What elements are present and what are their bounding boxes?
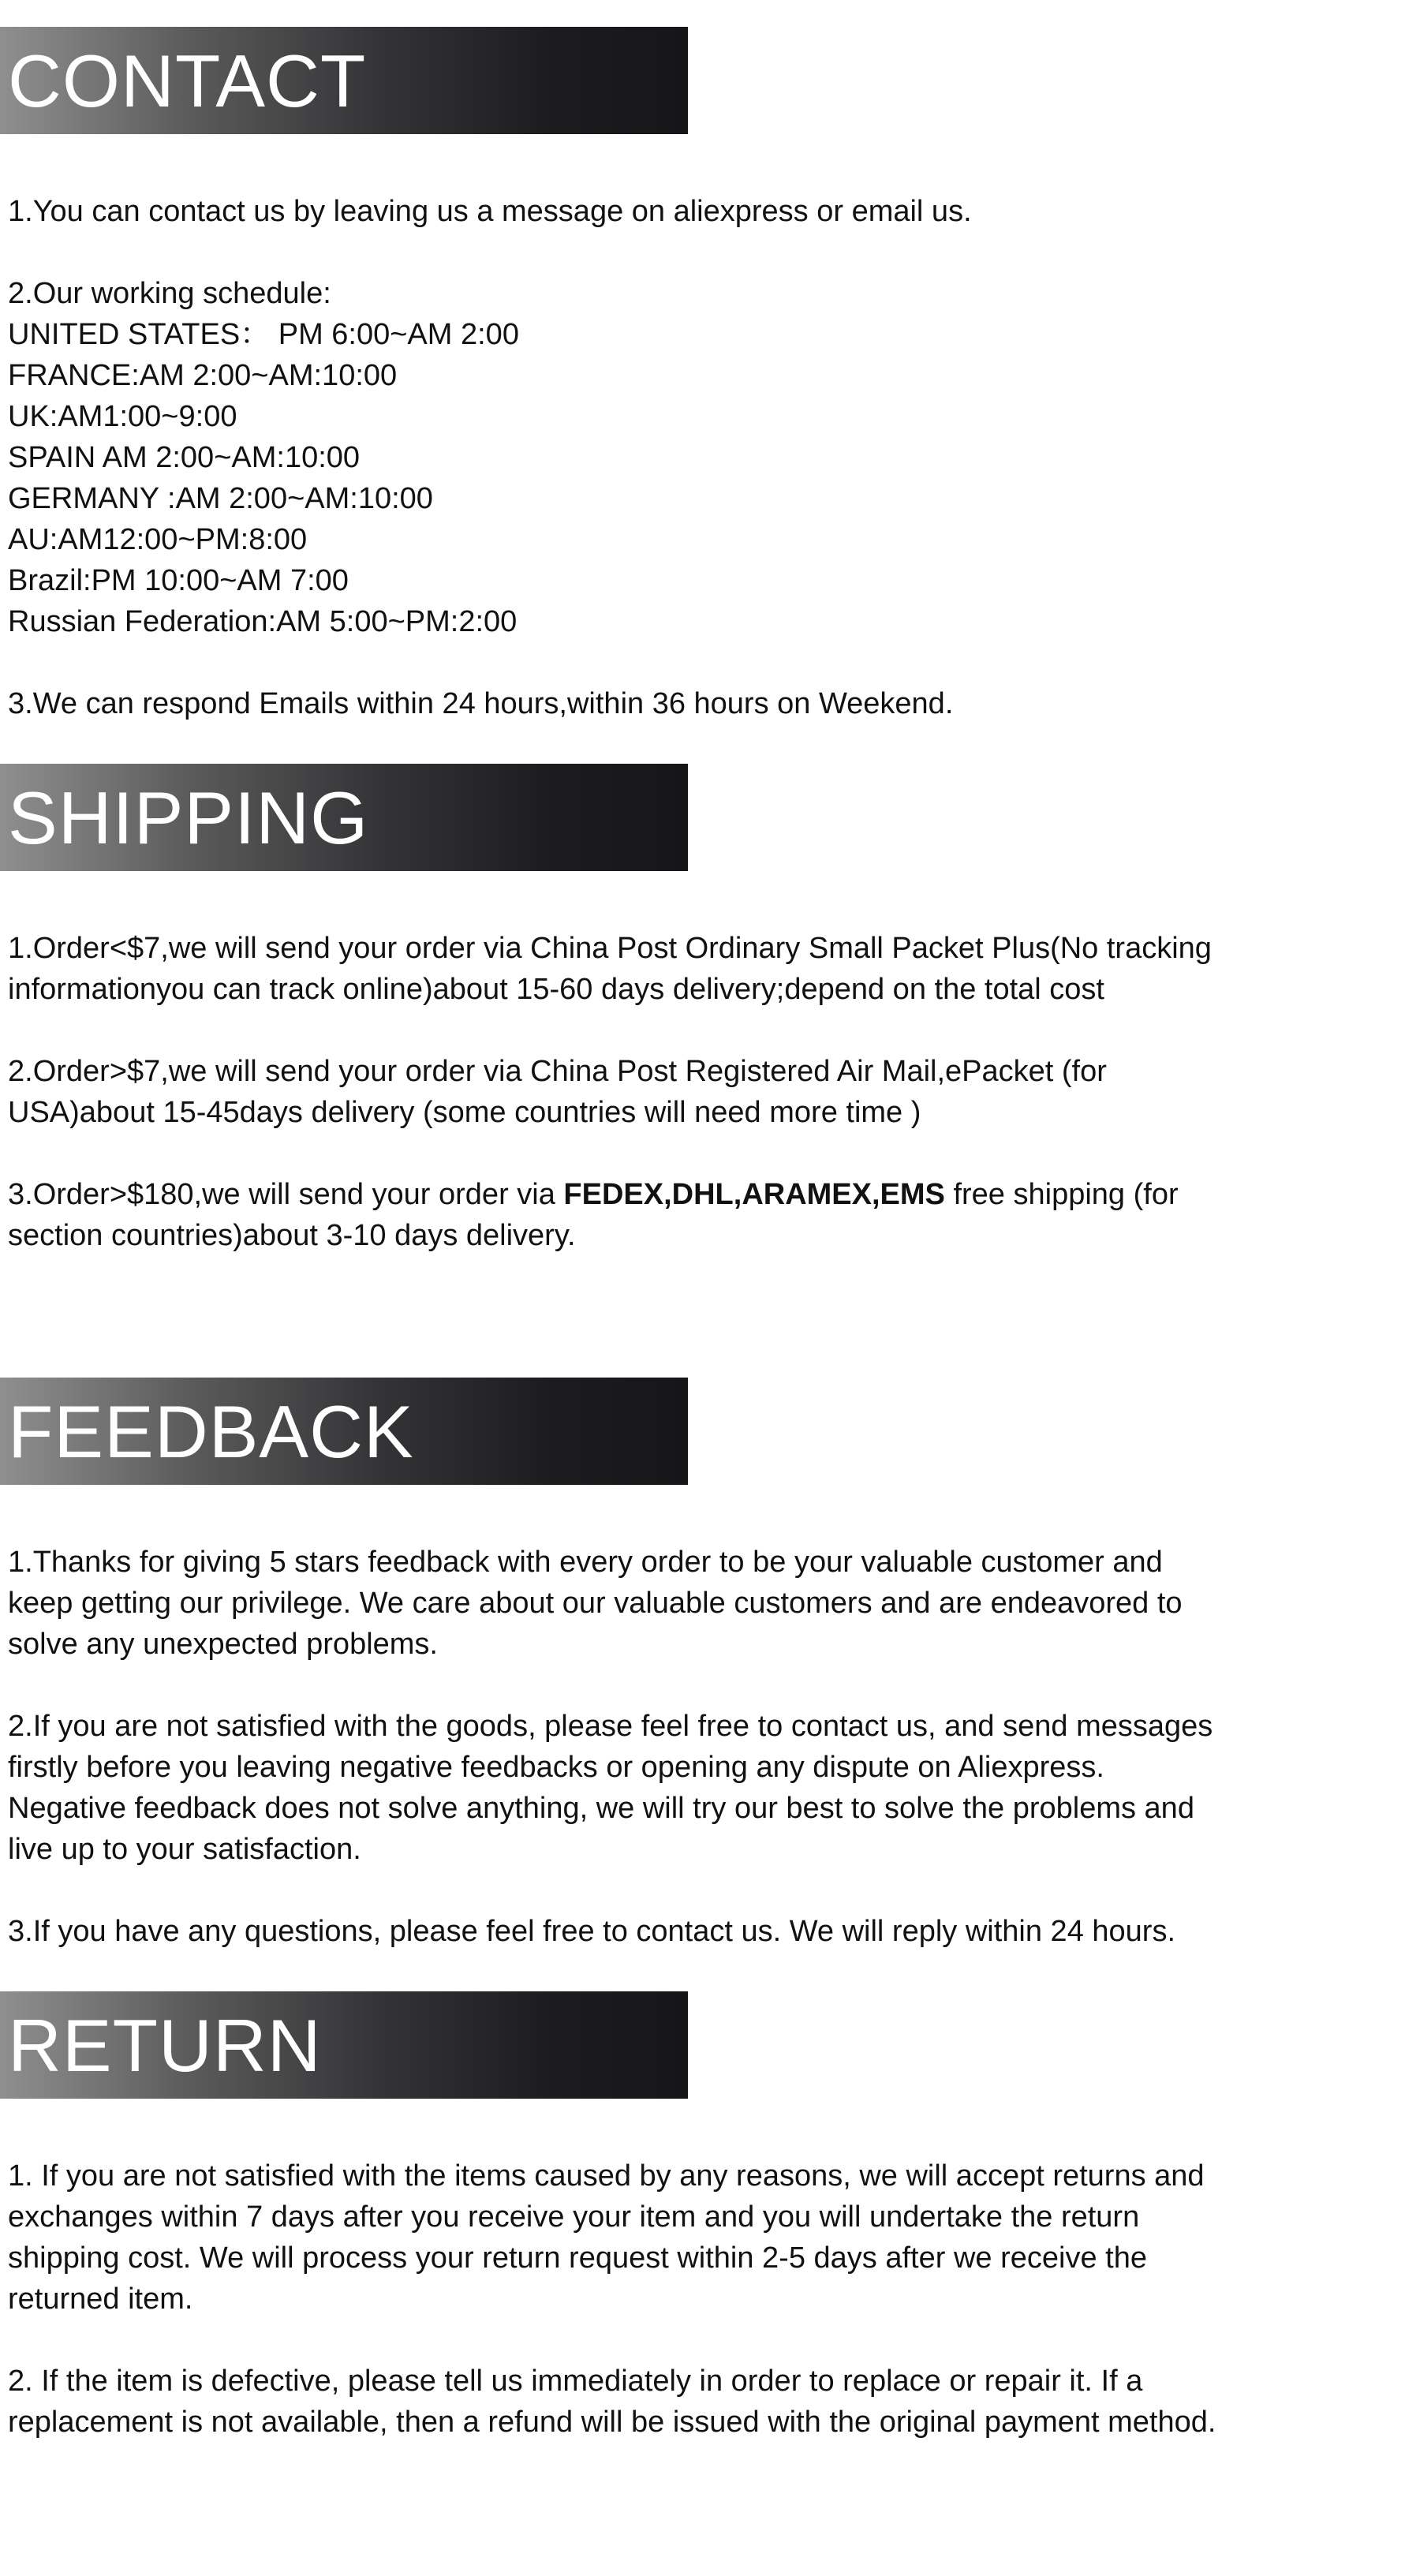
feedback-banner: [0, 1378, 688, 1485]
return-paragraph-1: 1. If you are not satisfied with the items caused by any reasons, we will accept returns and exchanges within 7 days after you receive your item and you will undertake the return shipping cost. We will process your return request within 2-5 days after we receive the returned item.: [8, 2159, 1205, 2316]
shipping-p3-tail: free shipping (for section countries)about 3-10 days delivery.: [8, 1178, 1179, 1252]
feedback-paragraph-3: 3.If you have any questions, please feel free to contact us. We will reply within 24 hours.: [8, 1915, 1175, 1948]
shipping-paragraph-1: 1.Order<$7,we will send your order via China Post Ordinary Small Packet Plus(No tracking informationyou can track online)about 15-60 days delivery;depend on the total cost: [8, 932, 1212, 1006]
shipping-paragraph-2: 2.Order>$7,we will send your order via China Post Registered Air Mail,ePacket (for USA)about 15-45days delivery (some countries will need more time ): [8, 1055, 1107, 1129]
shipping-heading: SHIPPING: [8, 776, 369, 859]
feedback-paragraph-2: 2.If you are not satisfied with the goods, please feel free to contact us, and send messages firstly before you leaving negative feedbacks or opening any dispute on Aliexpress. Negative feedback does not solve anything, we will try our best to solve the problems and live up to your satisfaction.: [8, 1710, 1213, 1866]
contact-heading: CONTACT: [8, 39, 367, 122]
feedback-paragraph-1: 1.Thanks for giving 5 stars feedback with every order to be your valuable customer and keep getting our privilege. We care about our valuable customers and are endeavored to solve any unexpected problems.: [8, 1546, 1183, 1661]
return-paragraph-2: 2. If the item is defective, please tell us immediately in order to replace or repair it. If a replacement is not available, then a refund will be issued with the original payment method.: [8, 2365, 1216, 2439]
shipping-p3-text: 3.Order>$180,we will send your order via: [8, 1178, 564, 1211]
contact-paragraph-3: 3.We can respond Emails within 24 hours,within 36 hours on Weekend.: [8, 687, 954, 720]
contact-paragraph-2: 2.Our working schedule: UNITED STATES： PM 6:00~AM 2:00 FRANCE:AM 2:00~AM:10:00 UK:AM1:00~9:00 SPAIN AM 2:00~AM:10:00 GERMANY :AM 2:00~AM:10:00 AU:AM12:00~PM:8:00 Brazil:PM 10:00~AM 7:00 Russian Federation:AM 5:00~PM:2:00: [8, 277, 519, 638]
feedback-heading: FEEDBACK: [8, 1390, 414, 1473]
return-banner: [0, 1991, 688, 2099]
shipping-paragraph-3: [8, 1174, 1400, 1256]
contact-paragraph-1: 1.You can contact us by leaving us a message on aliexpress or email us.: [8, 195, 972, 228]
return-heading: RETURN: [8, 2004, 322, 2087]
shipping-carriers: FEDEX,DHL,ARAMEX,EMS: [563, 1178, 945, 1211]
contact-banner: [0, 27, 688, 134]
shipping-banner: [0, 764, 688, 871]
